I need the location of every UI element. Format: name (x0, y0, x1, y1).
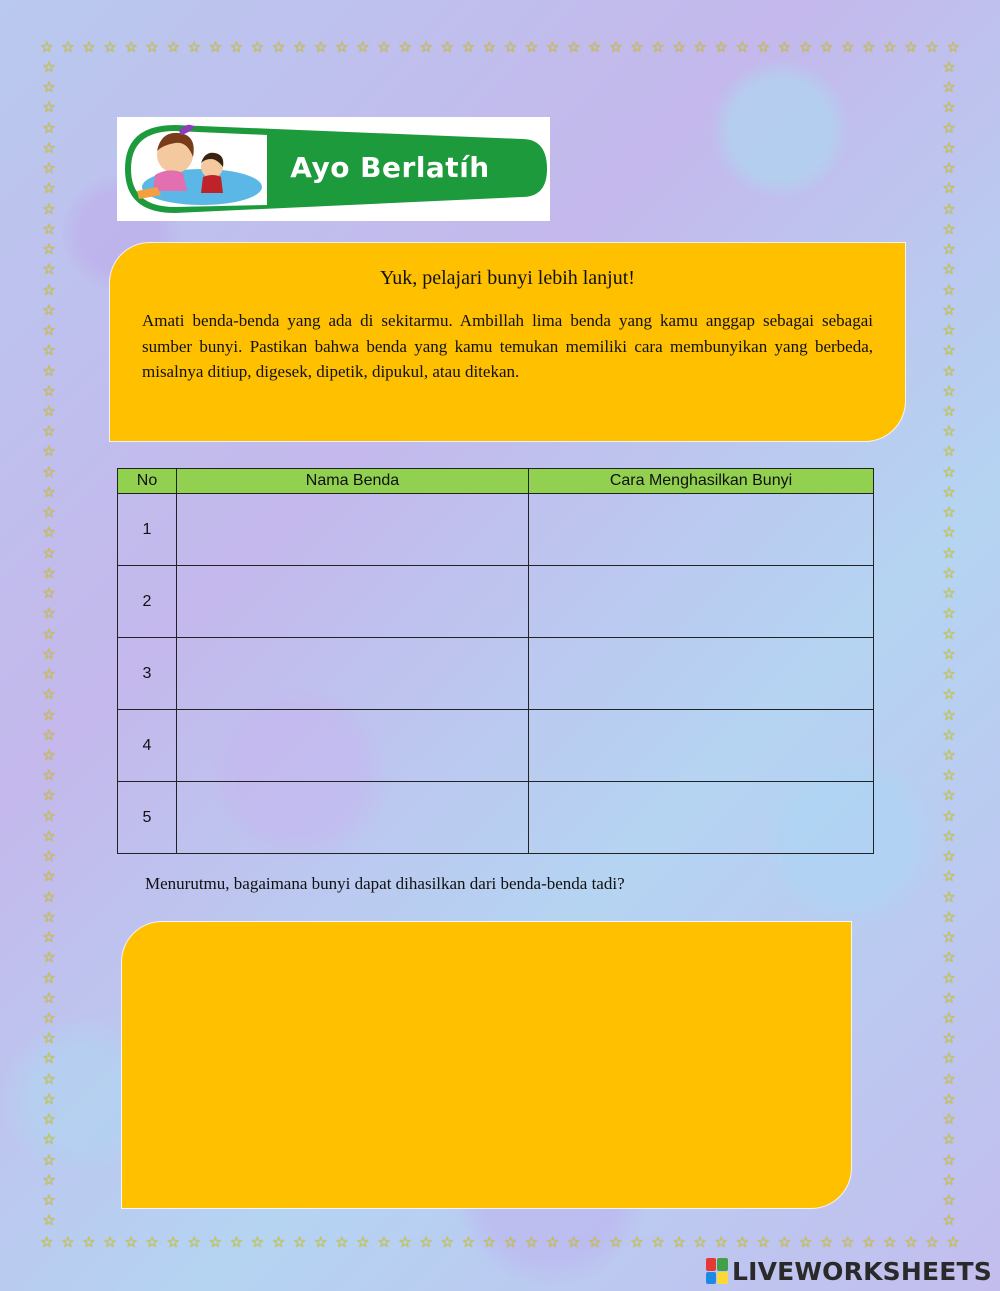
star-icon: ☆ (566, 38, 581, 56)
star-icon: ☆ (942, 159, 956, 178)
star-icon: ☆ (482, 38, 497, 56)
star-icon: ☆ (482, 1233, 497, 1251)
table-row (118, 494, 874, 566)
star-icon: ☆ (42, 563, 56, 582)
star-icon: ☆ (942, 847, 956, 866)
star-icon: ☆ (42, 847, 56, 866)
star-icon: ☆ (440, 38, 454, 56)
star-icon: ☆ (942, 988, 956, 1007)
star-icon: ☆ (942, 422, 956, 441)
star-icon: ☆ (672, 38, 686, 56)
star-icon: ☆ (942, 644, 956, 663)
star-icon: ☆ (883, 1233, 897, 1251)
star-icon: ☆ (942, 462, 956, 481)
star-icon: ☆ (862, 1233, 876, 1251)
star-icon: ☆ (42, 219, 56, 238)
star-icon: ☆ (40, 1233, 54, 1251)
star-icon: ☆ (942, 240, 956, 259)
nama-benda-cell[interactable] (177, 494, 529, 566)
star-icon: ☆ (942, 341, 956, 360)
star-icon: ☆ (942, 665, 956, 684)
star-icon: ☆ (942, 766, 956, 785)
star-icon: ☆ (862, 38, 876, 56)
star-icon: ☆ (942, 482, 956, 501)
header-nama-benda: Nama Benda (177, 469, 529, 494)
star-icon: ☆ (42, 1211, 56, 1230)
star-icon: ☆ (461, 38, 476, 56)
star-icon: ☆ (942, 786, 956, 805)
table-row (118, 710, 874, 782)
star-border-top (40, 38, 960, 56)
star-icon: ☆ (693, 38, 707, 56)
star-icon: ☆ (42, 98, 56, 117)
cara-bunyi-cell[interactable] (529, 710, 874, 782)
star-icon: ☆ (42, 928, 56, 947)
row-number: 5 (118, 782, 177, 854)
cara-bunyi-cell[interactable] (529, 638, 874, 710)
star-icon: ☆ (942, 361, 956, 380)
star-icon: ☆ (777, 38, 792, 56)
watermark-text: LIVEWORKSHEETS (731, 1256, 992, 1286)
star-icon: ☆ (42, 240, 56, 259)
star-icon: ☆ (42, 1170, 56, 1189)
ayo-berlatih-banner (117, 117, 550, 221)
star-icon: ☆ (42, 1009, 56, 1028)
nama-benda-cell[interactable] (177, 566, 529, 638)
star-icon: ☆ (42, 462, 56, 481)
star-icon: ☆ (942, 928, 956, 947)
star-icon: ☆ (42, 482, 56, 501)
star-icon: ☆ (103, 1233, 117, 1251)
star-icon: ☆ (42, 1130, 56, 1149)
star-icon: ☆ (819, 38, 834, 56)
star-icon: ☆ (942, 725, 956, 744)
star-icon: ☆ (250, 38, 265, 56)
star-icon: ☆ (588, 1233, 602, 1251)
star-icon: ☆ (651, 1233, 665, 1251)
star-icon: ☆ (124, 38, 138, 56)
star-icon: ☆ (42, 1089, 56, 1108)
star-icon: ☆ (42, 1191, 56, 1210)
star-icon: ☆ (524, 1233, 539, 1251)
liveworksheets-watermark (706, 1255, 992, 1287)
star-icon: ☆ (42, 948, 56, 967)
star-icon: ☆ (942, 1069, 956, 1088)
star-icon: ☆ (335, 1233, 349, 1251)
answer-table-wrapper (117, 468, 874, 854)
star-icon: ☆ (42, 199, 56, 218)
star-icon: ☆ (377, 38, 391, 56)
star-icon: ☆ (166, 38, 180, 56)
intro-title: Yuk, pelajari bunyi lebih lanjut! (380, 267, 635, 289)
star-icon: ☆ (942, 503, 956, 522)
star-icon: ☆ (942, 280, 956, 299)
star-icon: ☆ (42, 401, 56, 420)
star-icon: ☆ (630, 38, 644, 56)
star-border-left (40, 58, 58, 1230)
star-icon: ☆ (942, 948, 956, 967)
liveworksheets-logo-icon (706, 1258, 728, 1284)
star-icon: ☆ (208, 38, 223, 56)
star-icon: ☆ (942, 138, 956, 157)
star-icon: ☆ (42, 260, 56, 279)
cara-bunyi-cell[interactable] (529, 494, 874, 566)
star-icon: ☆ (588, 38, 602, 56)
star-icon: ☆ (229, 38, 244, 56)
star-icon: ☆ (609, 38, 623, 56)
star-icon: ☆ (42, 179, 56, 198)
star-icon: ☆ (42, 604, 56, 623)
star-icon: ☆ (925, 1233, 939, 1251)
star-icon: ☆ (42, 361, 56, 380)
nama-benda-cell[interactable] (177, 782, 529, 854)
star-icon: ☆ (42, 624, 56, 643)
star-icon: ☆ (335, 38, 349, 56)
star-icon: ☆ (166, 1233, 180, 1251)
star-icon: ☆ (942, 381, 956, 400)
star-icon: ☆ (398, 38, 412, 56)
cara-bunyi-cell[interactable] (529, 782, 874, 854)
star-icon: ☆ (42, 138, 56, 157)
star-icon: ☆ (946, 1233, 960, 1251)
star-icon: ☆ (42, 58, 56, 76)
table-row (118, 782, 874, 854)
star-icon: ☆ (942, 907, 956, 926)
star-icon: ☆ (42, 705, 56, 724)
star-icon: ☆ (440, 1233, 454, 1251)
star-icon: ☆ (271, 38, 286, 56)
star-icon: ☆ (124, 1233, 138, 1251)
star-icon: ☆ (942, 1009, 956, 1028)
star-icon: ☆ (42, 907, 56, 926)
star-icon: ☆ (503, 38, 518, 56)
star-icon: ☆ (942, 219, 956, 238)
nama-benda-cell[interactable] (177, 710, 529, 782)
star-icon: ☆ (942, 604, 956, 623)
star-icon: ☆ (942, 1110, 956, 1129)
star-icon: ☆ (42, 1029, 56, 1048)
question-text: Menurutmu, bagaimana bunyi dapat dihasilkan dari benda-benda tadi? (145, 874, 625, 893)
star-icon: ☆ (942, 867, 956, 886)
star-icon: ☆ (42, 584, 56, 603)
star-icon: ☆ (524, 38, 539, 56)
star-icon: ☆ (42, 867, 56, 886)
star-icon: ☆ (250, 1233, 265, 1251)
star-icon: ☆ (942, 1089, 956, 1108)
nama-benda-cell[interactable] (177, 638, 529, 710)
star-icon: ☆ (942, 685, 956, 704)
star-icon: ☆ (42, 685, 56, 704)
star-icon: ☆ (229, 1233, 244, 1251)
star-icon: ☆ (42, 341, 56, 360)
star-icon: ☆ (756, 1233, 771, 1251)
star-icon: ☆ (942, 1150, 956, 1169)
star-icon: ☆ (42, 1110, 56, 1129)
star-icon: ☆ (61, 1233, 75, 1251)
star-icon: ☆ (42, 543, 56, 562)
star-icon: ☆ (819, 1233, 834, 1251)
star-icon: ☆ (208, 1233, 223, 1251)
star-icon: ☆ (942, 1049, 956, 1068)
row-number: 4 (118, 710, 177, 782)
star-icon: ☆ (42, 968, 56, 987)
star-icon: ☆ (942, 118, 956, 137)
star-icon: ☆ (942, 705, 956, 724)
table-row (118, 566, 874, 638)
star-icon: ☆ (545, 1233, 560, 1251)
star-icon: ☆ (42, 503, 56, 522)
star-icon: ☆ (271, 1233, 286, 1251)
intro-box (110, 243, 905, 441)
star-icon: ☆ (42, 78, 56, 97)
star-icon: ☆ (145, 1233, 159, 1251)
star-icon: ☆ (566, 1233, 581, 1251)
star-icon: ☆ (925, 38, 939, 56)
row-number: 3 (118, 638, 177, 710)
star-icon: ☆ (904, 38, 918, 56)
star-icon: ☆ (42, 826, 56, 845)
star-icon: ☆ (942, 1191, 956, 1210)
star-icon: ☆ (82, 38, 96, 56)
star-icon: ☆ (735, 1233, 750, 1251)
star-icon: ☆ (840, 38, 855, 56)
star-icon: ☆ (40, 38, 54, 56)
star-icon: ☆ (82, 1233, 96, 1251)
star-icon: ☆ (942, 887, 956, 906)
star-icon: ☆ (42, 381, 56, 400)
star-icon: ☆ (42, 1049, 56, 1068)
star-icon: ☆ (187, 38, 201, 56)
star-icon: ☆ (42, 887, 56, 906)
star-icon: ☆ (672, 1233, 686, 1251)
star-icon: ☆ (883, 38, 897, 56)
star-icon: ☆ (42, 1069, 56, 1088)
star-icon: ☆ (503, 1233, 518, 1251)
star-icon: ☆ (356, 38, 370, 56)
star-icon: ☆ (42, 442, 56, 461)
star-icon: ☆ (42, 523, 56, 542)
star-icon: ☆ (630, 1233, 644, 1251)
star-icon: ☆ (942, 1029, 956, 1048)
header-cara-menghasilkan-bunyi: Cara Menghasilkan Bunyi (529, 469, 874, 494)
star-border-bottom (40, 1233, 960, 1251)
star-icon: ☆ (609, 1233, 623, 1251)
table-row (118, 638, 874, 710)
star-icon: ☆ (42, 118, 56, 137)
star-icon: ☆ (42, 644, 56, 663)
star-icon: ☆ (798, 1233, 813, 1251)
star-border-right (940, 58, 958, 1230)
star-icon: ☆ (942, 401, 956, 420)
star-icon: ☆ (942, 98, 956, 117)
star-icon: ☆ (942, 1170, 956, 1189)
star-icon: ☆ (292, 38, 307, 56)
star-icon: ☆ (42, 745, 56, 764)
star-icon: ☆ (942, 523, 956, 542)
star-icon: ☆ (942, 199, 956, 218)
star-icon: ☆ (946, 38, 960, 56)
answer-table (117, 468, 874, 854)
star-icon: ☆ (103, 38, 117, 56)
header-no: No (118, 469, 177, 494)
star-icon: ☆ (942, 442, 956, 461)
star-icon: ☆ (61, 38, 75, 56)
star-icon: ☆ (377, 1233, 391, 1251)
star-icon: ☆ (651, 38, 665, 56)
star-icon: ☆ (545, 38, 560, 56)
star-icon: ☆ (735, 38, 750, 56)
star-icon: ☆ (356, 1233, 370, 1251)
star-icon: ☆ (942, 78, 956, 97)
intro-instructions: Amati benda-benda yang ada di sekitarmu. Ambillah lima benda yang kamu anggap sebagai sebagai sumber bunyi. Pastikan bahwa benda yang kamu temukan memiliki cara membunyikan yang berbeda, misalnya ditiup, digesek, dipetik, dipukul, atau ditekan. (142, 311, 873, 381)
star-icon: ☆ (942, 826, 956, 845)
star-icon: ☆ (756, 38, 771, 56)
star-icon: ☆ (942, 624, 956, 643)
star-icon: ☆ (942, 260, 956, 279)
star-icon: ☆ (942, 58, 956, 76)
star-icon: ☆ (942, 300, 956, 319)
star-icon: ☆ (461, 1233, 476, 1251)
star-icon: ☆ (42, 280, 56, 299)
star-icon: ☆ (840, 1233, 855, 1251)
star-icon: ☆ (292, 1233, 307, 1251)
star-icon: ☆ (942, 745, 956, 764)
star-icon: ☆ (42, 321, 56, 340)
star-icon: ☆ (42, 1150, 56, 1169)
star-icon: ☆ (942, 543, 956, 562)
star-icon: ☆ (145, 38, 159, 56)
star-icon: ☆ (942, 179, 956, 198)
star-icon: ☆ (942, 1211, 956, 1230)
banner-title: Ayo Berlatíh (290, 151, 490, 184)
star-icon: ☆ (314, 38, 328, 56)
star-icon: ☆ (714, 1233, 728, 1251)
star-icon: ☆ (42, 766, 56, 785)
star-icon: ☆ (942, 1130, 956, 1149)
star-icon: ☆ (942, 806, 956, 825)
star-icon: ☆ (777, 1233, 792, 1251)
answer-text-box[interactable] (122, 922, 851, 1208)
star-icon: ☆ (904, 1233, 918, 1251)
row-number: 1 (118, 494, 177, 566)
star-icon: ☆ (42, 786, 56, 805)
star-icon: ☆ (693, 1233, 707, 1251)
star-icon: ☆ (42, 806, 56, 825)
star-icon: ☆ (942, 563, 956, 582)
star-icon: ☆ (942, 321, 956, 340)
cara-bunyi-cell[interactable] (529, 566, 874, 638)
star-icon: ☆ (419, 1233, 433, 1251)
star-icon: ☆ (798, 38, 813, 56)
star-icon: ☆ (942, 584, 956, 603)
star-icon: ☆ (42, 725, 56, 744)
star-icon: ☆ (398, 1233, 412, 1251)
star-icon: ☆ (42, 159, 56, 178)
star-icon: ☆ (942, 968, 956, 987)
table-header-row (118, 469, 874, 494)
star-icon: ☆ (419, 38, 433, 56)
star-icon: ☆ (42, 422, 56, 441)
row-number: 2 (118, 566, 177, 638)
star-icon: ☆ (42, 300, 56, 319)
star-icon: ☆ (314, 1233, 328, 1251)
star-icon: ☆ (714, 38, 728, 56)
star-icon: ☆ (42, 988, 56, 1007)
star-icon: ☆ (42, 665, 56, 684)
star-icon: ☆ (187, 1233, 201, 1251)
